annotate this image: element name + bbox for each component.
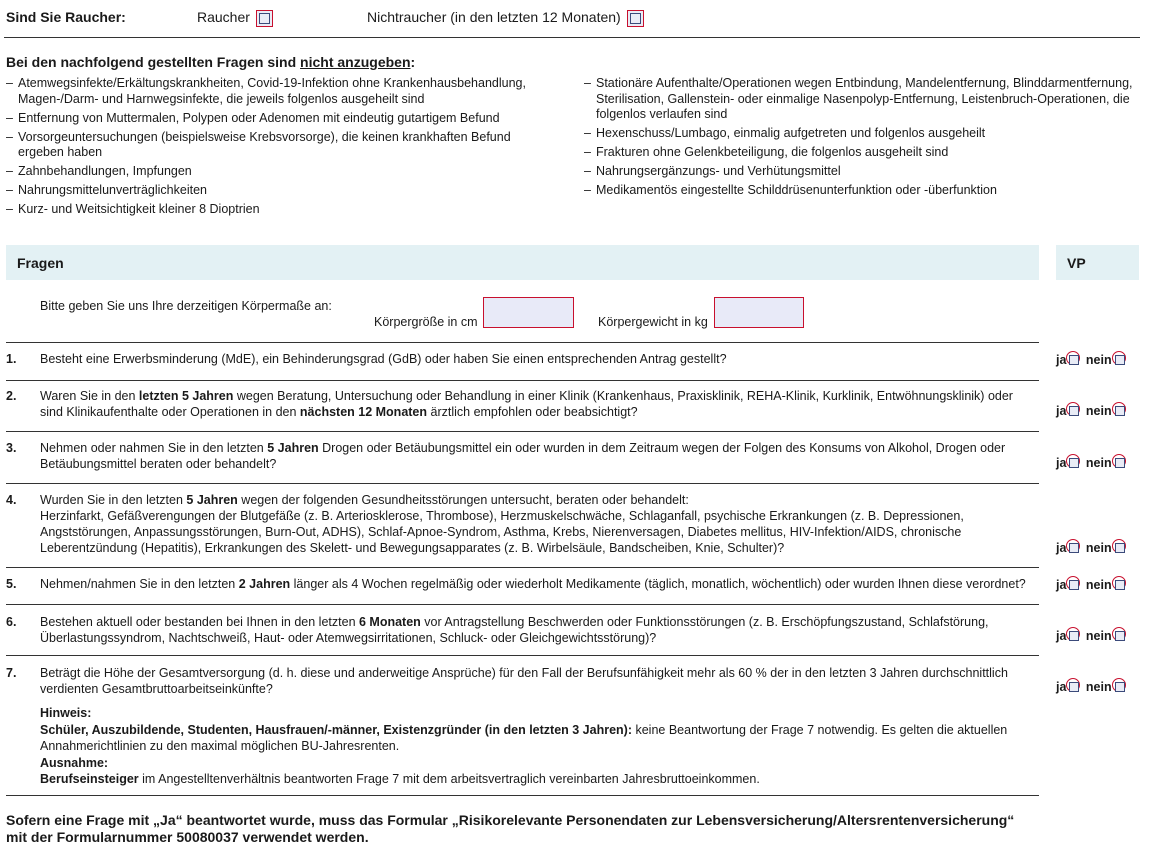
no-label: nein [1085,541,1112,555]
no-checkbox[interactable] [1112,678,1126,692]
nonsmoker-option [367,9,644,27]
question-text-part: Nehmen/nahmen Sie in den letzten [40,577,239,591]
yes-checkbox[interactable] [1066,627,1080,641]
exception-title: Ausnahme: [40,755,109,770]
no-checkbox[interactable] [1112,539,1126,553]
question-text-emphasis: 6 Monaten [359,615,421,629]
question-text-emphasis: nächsten 12 Monaten [299,405,428,419]
divider [4,37,1140,38]
question-text-part: länger als 4 Wochen regelmäßig oder wiederholt Medikamente (täglich, monatlich, wöchentlich) oder wurden Ihnen diese verordnet? [290,577,1026,591]
exclusions-title-prefix: Bei den nachfolgend gestellten Fragen sind [6,54,301,70]
row-divider [6,380,1039,381]
smoker-label: Raucher [197,9,250,25]
answer-options [1056,541,1126,556]
question-text-emphasis: 5 Jahren [186,493,238,507]
exclusions-title-emph: nicht anzugeben [300,54,411,70]
answer-options [1056,353,1126,368]
answer-options [1056,456,1126,471]
answer-options [1056,578,1126,593]
exclusion-item: – Vorsorgeuntersuchungen (beispielsweise Krebsvorsorge), die keinen krankhaften Befund ergeben haben [6,130,551,161]
row-divider [6,431,1039,432]
no-label: nein [1085,629,1112,643]
yes-checkbox[interactable] [1066,402,1080,416]
exclusion-item: – Entfernung von Muttermalen, Polypen oder Adenomen mit eindeutig gutartigem Befund [6,111,551,127]
question-number: 1. [6,352,17,366]
exclusion-item: – Kurz- und Weitsichtigkeit kleiner 8 Dioptrien [6,202,551,218]
hint-title: Hinweis: [40,706,92,720]
question-text [40,388,1035,420]
exclusion-item: – Zahnbehandlungen, Impfungen [6,164,551,180]
yes-checkbox[interactable] [1066,539,1080,553]
weight-label: Körpergewicht in kg [598,315,708,329]
yes-checkbox[interactable] [1066,454,1080,468]
no-checkbox[interactable] [1112,454,1126,468]
exclusions-left-list [6,76,551,221]
yes-label: ja [1056,353,1067,367]
question-number: 3. [6,441,17,455]
question-text-part: Nehmen oder nahmen Sie in den letzten [40,441,268,455]
exclusion-item: – Hexenschuss/Lumbago, einmalig aufgetreten und folgenlos ausgeheilt [584,126,1144,142]
question-text-part: Besteht eine Erwerbsminderung (MdE), ein Behinderungsgrad (GdB) oder haben Sie einen entsprechenden Antrag gestellt? [40,352,727,366]
nonsmoker-checkbox[interactable] [627,10,644,27]
question-number: 7. [6,666,17,680]
hint-body [40,722,1030,755]
questions-header [6,245,1039,280]
exclusions-title-suffix: : [410,54,416,70]
question-text-part: Drogen oder Betäubungsmittel ein oder wurden in dem Zeitraum wegen der Folgen des Konsums von Alkohol, Drogen oder Betäubungsmittel beraten oder behandelt? [40,441,1006,471]
yes-label: ja [1056,541,1067,555]
question-text-part: Bestehen aktuell oder bestanden bei Ihnen in den letzten [40,615,359,629]
yes-label: ja [1056,578,1067,592]
row-divider [6,604,1039,605]
question-text-emphasis: 2 Jahren [238,577,291,591]
question-text-part: Waren Sie in den [40,389,139,403]
exclusion-item: – Nahrungsergänzungs- und Verhütungsmittel [584,164,1144,180]
nonsmoker-label: Nichtraucher (in den letzten 12 Monaten) [367,9,621,25]
hint-text: keine Beantwortung der Frage 7 notwendig. Es gelten die aktuellen Annahmerichtlinien zu den maximal möglichen BU-Jahresrenten. [40,722,1008,753]
smoker-option [197,9,273,27]
exclusion-item: – Nahrungsmittelunverträglichkeiten [6,183,551,199]
question-text [40,614,1035,646]
yes-label: ja [1056,404,1067,418]
question-text [40,576,1035,592]
footer-note: Sofern eine Frage mit „Ja“ beantwortet wurde, muss das Formular „Risikorelevante Personendaten zur Lebensversicherung/Altersrentenversicherung“ mit der Formularnummer 50080037 verwendet werden. [6,812,1015,845]
question-text-part: wegen Beratung, Untersuchung oder Behandlung in einer Klinik (Krankenhaus, Praxisklinik, REHA-Klinik, Kurklinik, Entwöhnungsklinik) oder sind Klinikaufenthalte oder Operationen in den [40,389,1013,419]
answer-options [1056,404,1126,419]
question-text-part: Wurden Sie in den letzten [40,493,187,507]
exception-text: im Angestelltenverhältnis beantworten Frage 7 mit dem arbeitsvertraglich vereinbarten Jahresbruttoeinkommen. [138,772,760,786]
answer-options [1056,629,1126,644]
measure-intro: Bitte geben Sie uns Ihre derzeitigen Körpermaße an: [40,299,332,313]
exclusion-item: – Stationäre Aufenthalte/Operationen wegen Entbindung, Mandelentfernung, Blinddarmentfernung, Sterilisation, Gallenstein- oder einmalige Nasenpolyp-Entfernung, Leistenbruch-Operationen, die folgenlos verlaufen sind [584,76,1144,123]
yes-label: ja [1056,629,1067,643]
question-text-part: Beträgt die Höhe der Gesamtversorgung (d. h. diese und anderweitige Ansprüche) für den Fall der Berufsunfähigkeit mehr als 60 % der in den letzten 3 Jahren durchschnittlich verdienten Gesamtbruttoarbeitseinkünfte? [40,666,1008,696]
exclusion-item: – Medikamentös eingestellte Schilddrüsenunterfunktion oder -überfunktion [584,183,1144,199]
no-checkbox[interactable] [1112,351,1126,365]
yes-checkbox[interactable] [1066,576,1080,590]
exclusions-right-list [584,76,1144,202]
q7-note [40,705,1030,788]
no-label: nein [1085,578,1112,592]
question-number: 4. [6,493,17,507]
question-text-emphasis: letzten 5 Jahren [138,389,234,403]
question-text-part: vor Antragstellung Beschwerden oder Funktionsstörungen (z. B. Erschöpfungszustand, Schlafstörung, Überlastungssyndrom, Nachtschweiß, Haut- oder Atemwegsirritationen, Schluck- oder Gleichgewichtsstörung)? [40,615,989,645]
question-text-part: ärztlich empfohlen oder beabsichtigt? [427,405,638,419]
question-text-emphasis: 5 Jahren [267,441,319,455]
row-divider [6,483,1039,484]
question-number: 2. [6,389,17,403]
question-text [40,440,1035,472]
questions-header-label: Fragen [17,255,64,271]
yes-checkbox[interactable] [1066,351,1080,365]
question-text-part: wegen der folgenden Gesundheitsstörungen untersucht, beraten oder behandelt: Herzinfarkt, Gefäßverengungen der Blutgefäße (z. B. Arteriosklerose, Thrombose), Herzmuskelschwäche, Schlaganfall, psychische Erkrankungen (z. B. Depressionen, Angststörungen, Anpassungsstörungen, Burn-Out, ADHS), Schlaf-Apnoe-Syndrom, Asthma, Krebs, Nierenversagen, Diabetes mellitus, HIV-Infektion/AIDS, chronische Leberentzündung (Hepatitis), Erkrankungen des Skelett- und Bewegungsapparates (z. B. Wirbelsäule, Bandscheiben, Knie, Schulter)? [40,493,964,555]
divider [6,795,1039,796]
row-divider [6,567,1039,568]
no-checkbox[interactable] [1112,402,1126,416]
row-divider [6,342,1039,343]
exclusion-item: – Frakturen ohne Gelenkbeteiligung, die folgenlos ausgeheilt sind [584,145,1144,161]
height-input[interactable] [483,297,574,328]
yes-label: ja [1056,680,1067,694]
exception-bold: Berufseinsteiger [40,772,139,786]
yes-checkbox[interactable] [1066,678,1080,692]
question-number: 5. [6,577,17,591]
no-label: nein [1085,404,1112,418]
no-label: nein [1085,680,1112,694]
yes-label: ja [1056,456,1067,470]
row-divider [6,655,1039,656]
vp-header-label: VP [1067,255,1086,271]
exclusion-item: – Atemwegsinfekte/Erkältungskrankheiten, Covid-19-Infektion ohne Krankenhausbehandlung, Magen-/Darm- und Harnwegsinfekte, die jeweils folgenlos ausgeheilt sind [6,76,551,107]
exception-body [40,771,1030,788]
smoker-question: Sind Sie Raucher: [6,9,126,25]
question-number: 6. [6,615,17,629]
question-text [40,665,1035,697]
hint-bold: Schüler, Auszubildende, Studenten, Hausfrauen/-männer, Existenzgründer (in den letzten 3 Jahren): [40,722,632,737]
no-checkbox[interactable] [1112,627,1126,641]
weight-input[interactable] [714,297,804,328]
vp-header [1056,245,1139,280]
height-label: Körpergröße in cm [374,315,478,329]
answer-options [1056,680,1126,695]
no-label: nein [1085,353,1112,367]
no-checkbox[interactable] [1112,576,1126,590]
smoker-checkbox[interactable] [256,10,273,27]
exclusions-title [6,54,415,70]
question-text [40,351,1035,367]
question-text [40,492,1035,556]
no-label: nein [1085,456,1112,470]
